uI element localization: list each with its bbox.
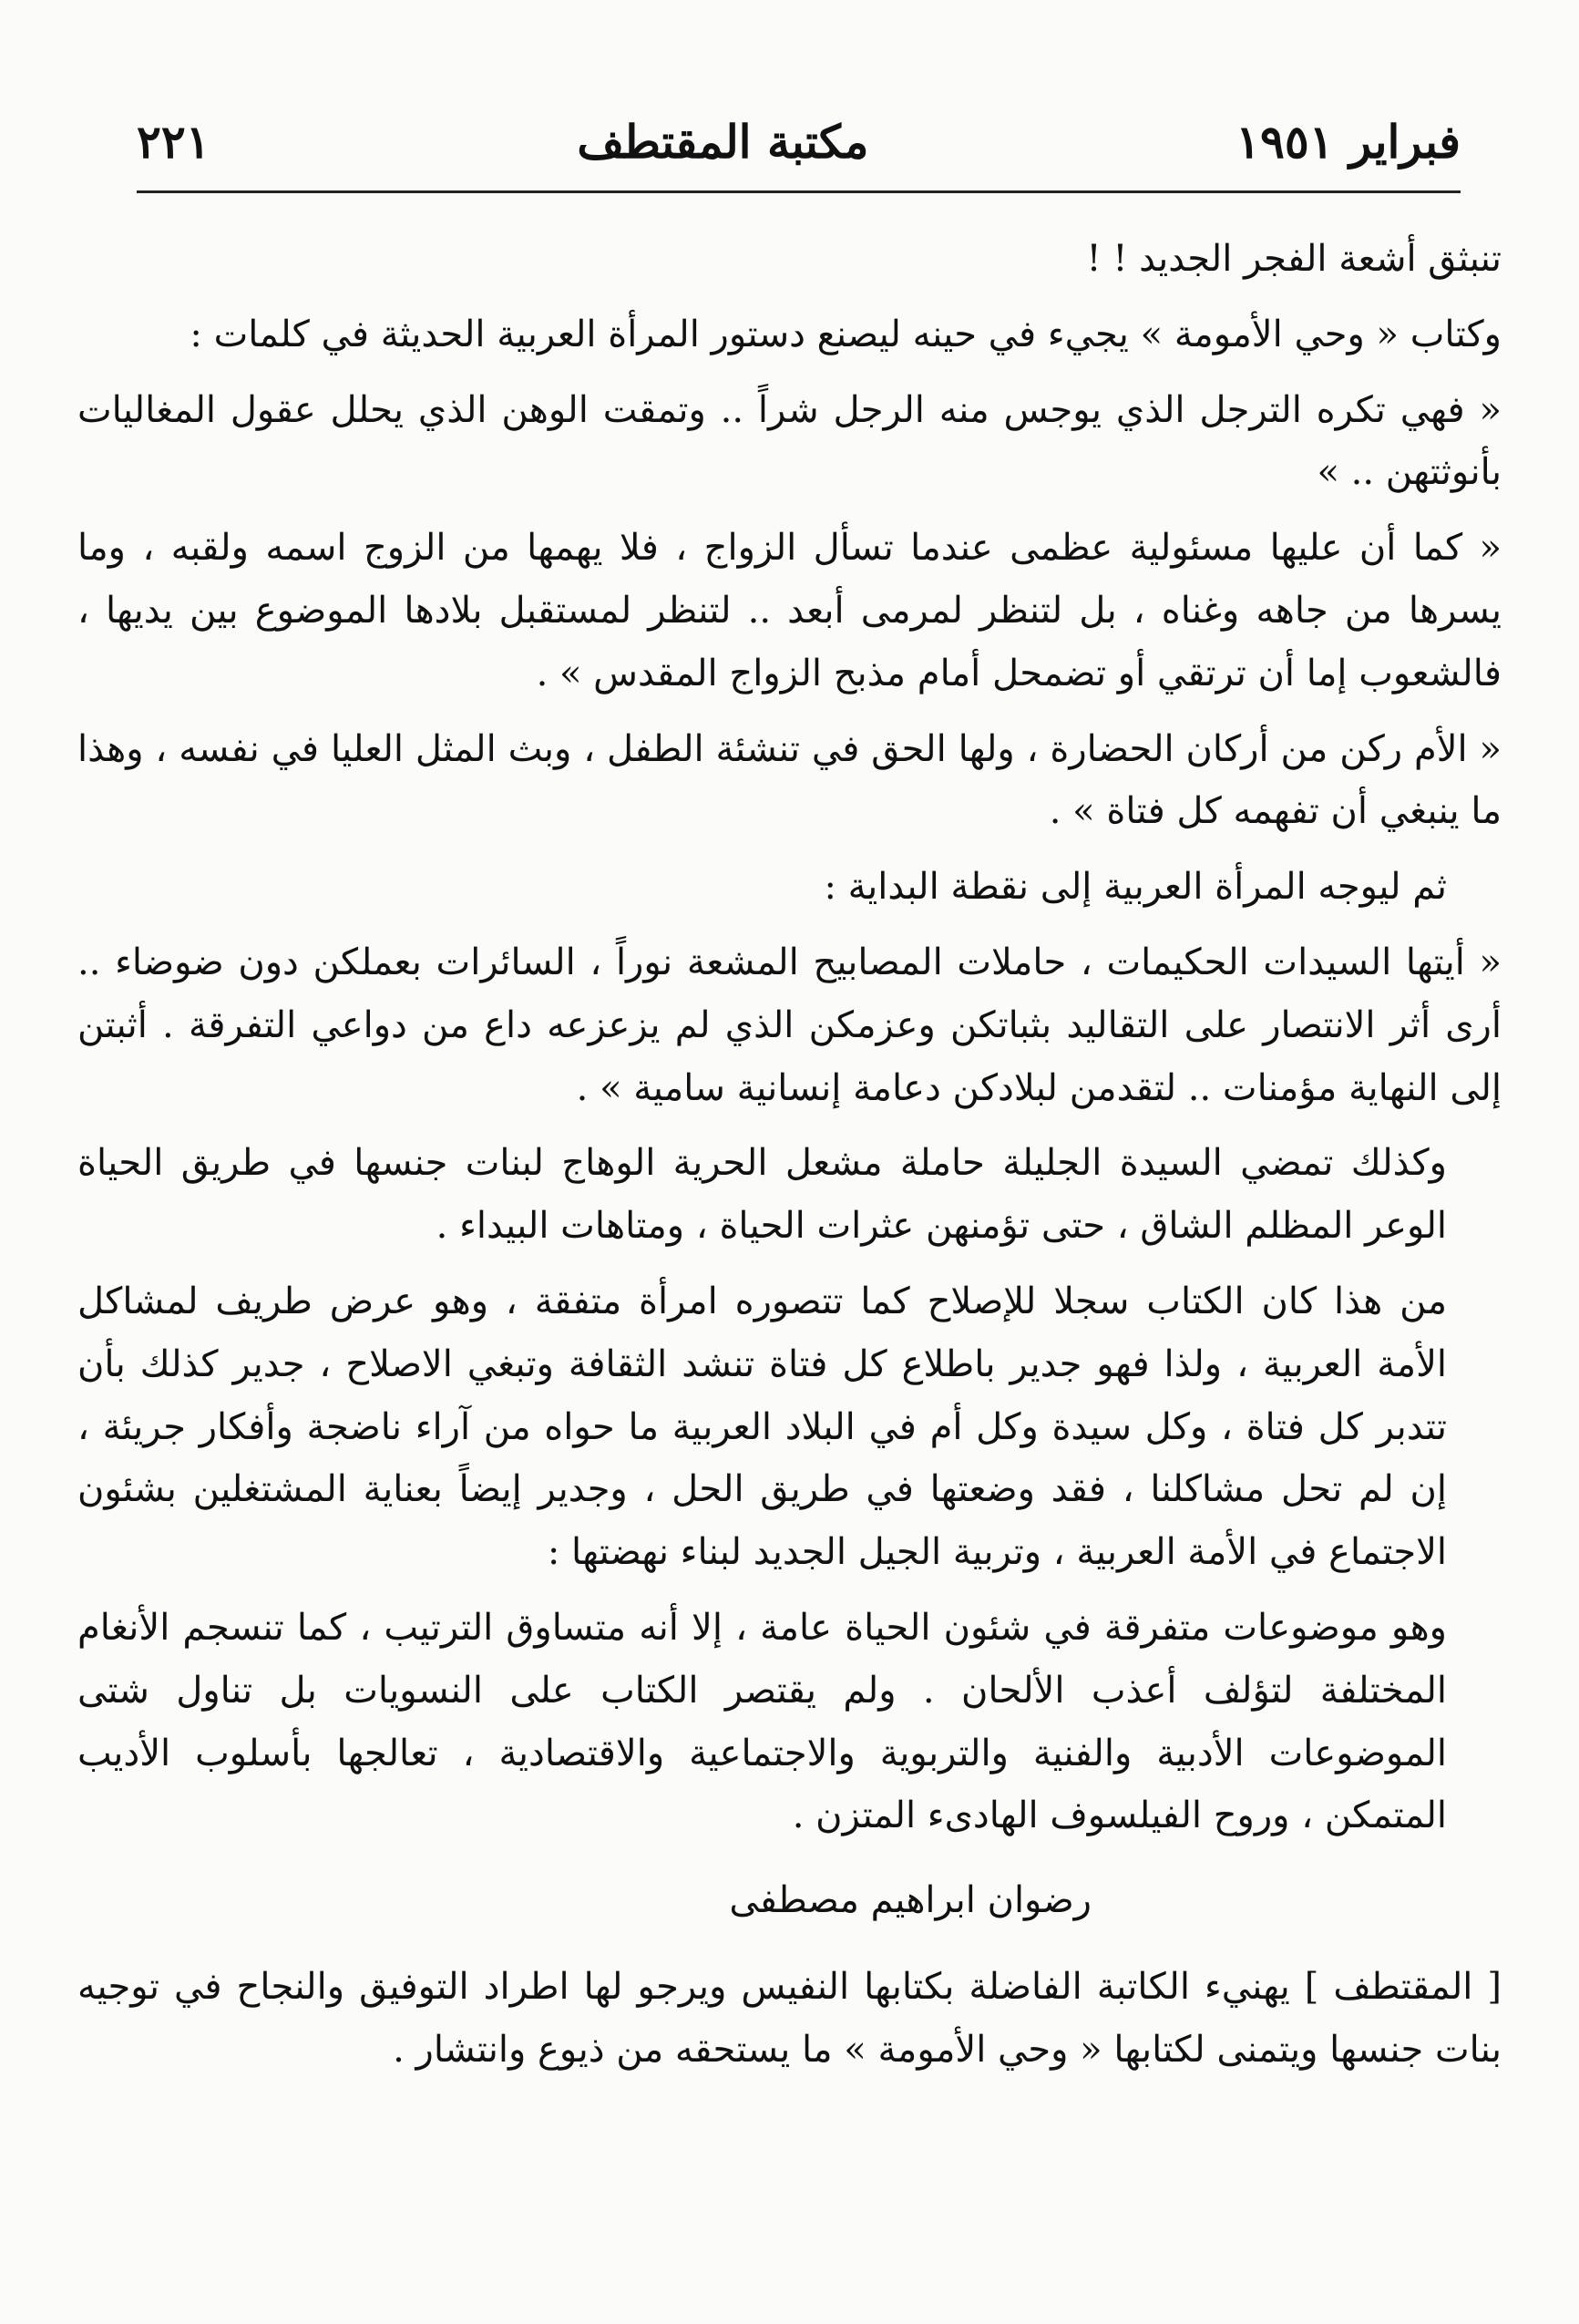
editor-note: [ المقتطف ] يهنيء الكاتبة الفاضلة بكتابها النفيس ويرجو لها اطراد التوفيق والنجاح في توجيه بنات جنسها ويتمنى لكتابها « وحي الأمومة » ما يستحقه من ذيوع وانتشار .	[77, 1965, 1502, 2071]
page-header	[137, 109, 1461, 173]
header-title: مكتبة المقتطف	[577, 114, 869, 169]
paragraph: وكتاب « وحي الأمومة » يجيء في حينه ليصنع دستور المرأة العربية الحديثة في كلمات :	[190, 313, 1502, 355]
paragraph: وكذلك تمضي السيدة الجليلة حاملة مشعل الحرية الوهاج لبنات جنسها في طريق الحياة الوعر المظلم الشاق ، حتى تؤمنهن عثرات الحياة ، ومتاهات البيداء .	[77, 1142, 1447, 1248]
author-signature: رضوان ابراهيم مصطفى	[729, 1879, 1092, 1922]
header-rule	[137, 190, 1461, 193]
page-number: ٢٢١	[137, 114, 210, 169]
header-date: فبراير ١٩٥١	[1236, 114, 1461, 169]
paragraph: وهو موضوعات متفرقة في شئون الحياة عامة ، إلا أنه متساوق الترتيب ، كما تنسجم الأنغام المختلفة لتؤلف أعذب الألحان . ولم يقتصر الكتاب على النسويات بل تناول شتى الموضوعات الأدبية والفنية والتربوية والاجتماعية والاقتصادية ، تعالجها بأسلوب الأديب المتمكن ، وروح الفيلسوف الهادىء المتزن .	[77, 1606, 1447, 1837]
quote-paragraph: « أيتها السيدات الحكيمات ، حاملات المصابيح المشعة نوراً ، السائرات بعملكن دون ضوضاء .. أرى أثر الانتصار على التقاليد بثباتكن وعزمكن الذي لم يزعزعه داع من دواعي التفرقة . أثبتن إلى النهاية مؤمنات .. لتقدمن لبلادكن دعامة إنسانية سامية » .	[77, 941, 1502, 1109]
quote-paragraph: « الأم ركن من أركان الحضارة ، ولها الحق في تنشئة الطفل ، وبث المثل العليا في نفسه ، وهذا ما ينبغي أن تفهمه كل فتاة » .	[77, 727, 1502, 833]
paragraph: تنبثق أشعة الفجر الجديد ! !	[1086, 238, 1502, 280]
quote-paragraph: « فهي تكره الترجل الذي يوجس منه الرجل شراً .. وتمقت الوهن الذي يحلل عقول المغاليات بأنوثتهن .. »	[77, 388, 1502, 494]
quote-paragraph: « كما أن عليها مسئولية عظمى عندما تسأل الزواج ، فلا يهمها من الزوج اسمه ولقبه ، وما يسرها من جاهه وغناه ، بل لتنظر لمرمى أبعد .. لتنظر لمستقبل بلادها الموضوع بين يديها ، فالشعوب إما أن ترتقي أو تضمحل أمام مذبح الزواج المقدس » .	[77, 527, 1502, 694]
article-body	[77, 228, 1502, 2094]
paragraph: ثم ليوجه المرأة العربية إلى نقطة البداية :	[824, 866, 1447, 909]
paragraph: من هذا كان الكتاب سجلا للإصلاح كما تتصوره امرأة متفقة ، وهو عرض طريف لمشاكل الأمة العربية ، ولذا فهو جدير باطلاع كل فتاة تنشد الثقافة وتبغي الاصلاح ، جدير كذلك بأن تتدبر كل فتاة ، وكل سيدة وكل أم في البلاد العربية ما حواه من آراء ناضجة وأفكار جريئة ، إن لم تحل مشاكلنا ، فقد وضعتها في طريق الحل ، وجدير إيضاً بعناية المشتغلين بشئون الاجتماع في الأمة العربية ، وتربية الجيل الجديد لبناء نهضتها :	[77, 1280, 1447, 1574]
